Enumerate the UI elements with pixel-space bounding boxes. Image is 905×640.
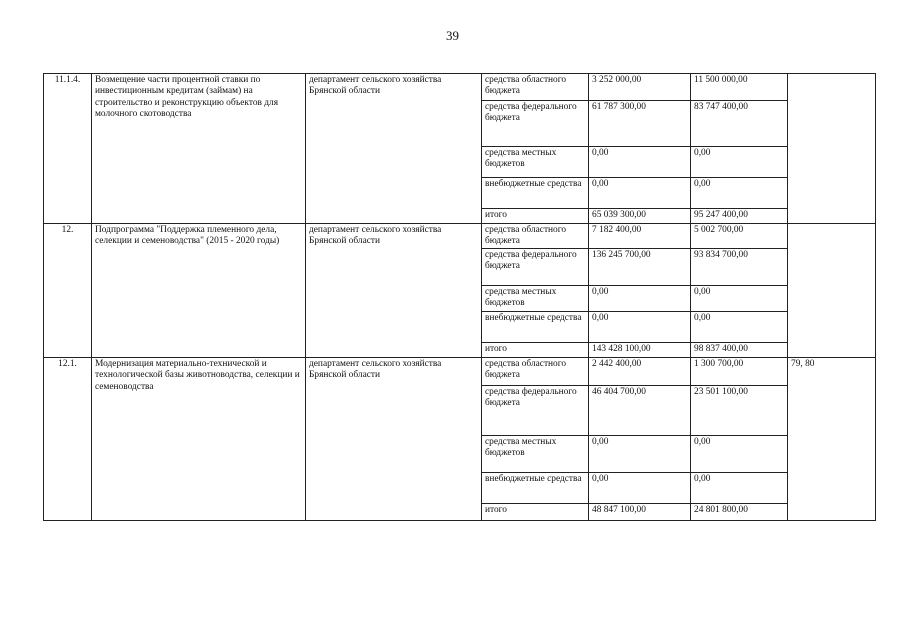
funding-source-cell: итого (482, 342, 589, 357)
amount-cell: 0,00 (691, 435, 788, 472)
amount-cell: 95 247 400,00 (691, 209, 788, 224)
table-row (44, 357, 876, 385)
amount-cell: 46 404 700,00 (589, 385, 691, 435)
amount-cell: 2 442 400,00 (589, 357, 691, 385)
amount-cell: 0,00 (691, 311, 788, 342)
amount-cell: 0,00 (589, 178, 691, 209)
item-number-cell: 12.1. (44, 357, 92, 520)
item-name-cell: Возмещение части процентной ставки по инвестиционным кредитам (займам) на строительство и реконструкцию объектов для молочного скотоводства (92, 74, 306, 224)
funding-source-cell: внебюджетные средства (482, 472, 589, 503)
funding-source-cell: внебюджетные средства (482, 311, 589, 342)
item-number-cell: 12. (44, 224, 92, 358)
funding-source-cell: средства местных бюджетов (482, 435, 589, 472)
amount-cell: 7 182 400,00 (589, 224, 691, 249)
amount-cell: 98 837 400,00 (691, 342, 788, 357)
amount-cell: 11 500 000,00 (691, 74, 788, 101)
funding-source-cell: средства областного бюджета (482, 357, 589, 385)
funding-source-cell: итого (482, 209, 589, 224)
amount-cell: 0,00 (589, 147, 691, 178)
amount-cell: 0,00 (691, 178, 788, 209)
amount-cell: 0,00 (691, 472, 788, 503)
note-cell (788, 74, 876, 224)
amount-cell: 93 834 700,00 (691, 248, 788, 285)
amount-cell: 23 501 100,00 (691, 385, 788, 435)
amount-cell: 24 801 800,00 (691, 503, 788, 520)
funding-source-cell: внебюджетные средства (482, 178, 589, 209)
executor-cell: департамент сельского хозяйства Брянской области (306, 74, 482, 224)
executor-cell: департамент сельского хозяйства Брянской области (306, 357, 482, 520)
amount-cell: 136 245 700,00 (589, 248, 691, 285)
amount-cell: 0,00 (589, 472, 691, 503)
amount-cell: 0,00 (589, 311, 691, 342)
item-name-cell: Подпрограмма "Поддержка племенного дела, селекции и семеноводства" (2015 - 2020 годы) (92, 224, 306, 358)
funding-source-cell: средства федерального бюджета (482, 101, 589, 147)
funding-source-cell: средства федерального бюджета (482, 248, 589, 285)
table-row (44, 74, 876, 101)
funding-source-cell: средства местных бюджетов (482, 147, 589, 178)
amount-cell: 61 787 300,00 (589, 101, 691, 147)
amount-cell: 3 252 000,00 (589, 74, 691, 101)
funding-source-cell: средства федерального бюджета (482, 385, 589, 435)
amount-cell: 65 039 300,00 (589, 209, 691, 224)
note-cell: 79, 80 (788, 357, 876, 520)
item-number-cell: 11.1.4. (44, 74, 92, 224)
amount-cell: 83 747 400,00 (691, 101, 788, 147)
amount-cell: 48 847 100,00 (589, 503, 691, 520)
budget-table-body (44, 74, 876, 521)
amount-cell: 0,00 (691, 285, 788, 311)
amount-cell: 5 002 700,00 (691, 224, 788, 249)
amount-cell: 0,00 (691, 147, 788, 178)
amount-cell: 0,00 (589, 285, 691, 311)
funding-source-cell: средства областного бюджета (482, 224, 589, 249)
note-cell (788, 224, 876, 358)
item-name-cell: Модернизация материально-технической и технологической базы животноводства, селекции и семеноводства (92, 357, 306, 520)
funding-source-cell: итого (482, 503, 589, 520)
table-row (44, 224, 876, 249)
executor-cell: департамент сельского хозяйства Брянской области (306, 224, 482, 358)
funding-source-cell: средства областного бюджета (482, 74, 589, 101)
funding-source-cell: средства местных бюджетов (482, 285, 589, 311)
budget-table (43, 73, 876, 521)
amount-cell: 143 428 100,00 (589, 342, 691, 357)
amount-cell: 0,00 (589, 435, 691, 472)
page-number: 39 (446, 28, 459, 43)
amount-cell: 1 300 700,00 (691, 357, 788, 385)
